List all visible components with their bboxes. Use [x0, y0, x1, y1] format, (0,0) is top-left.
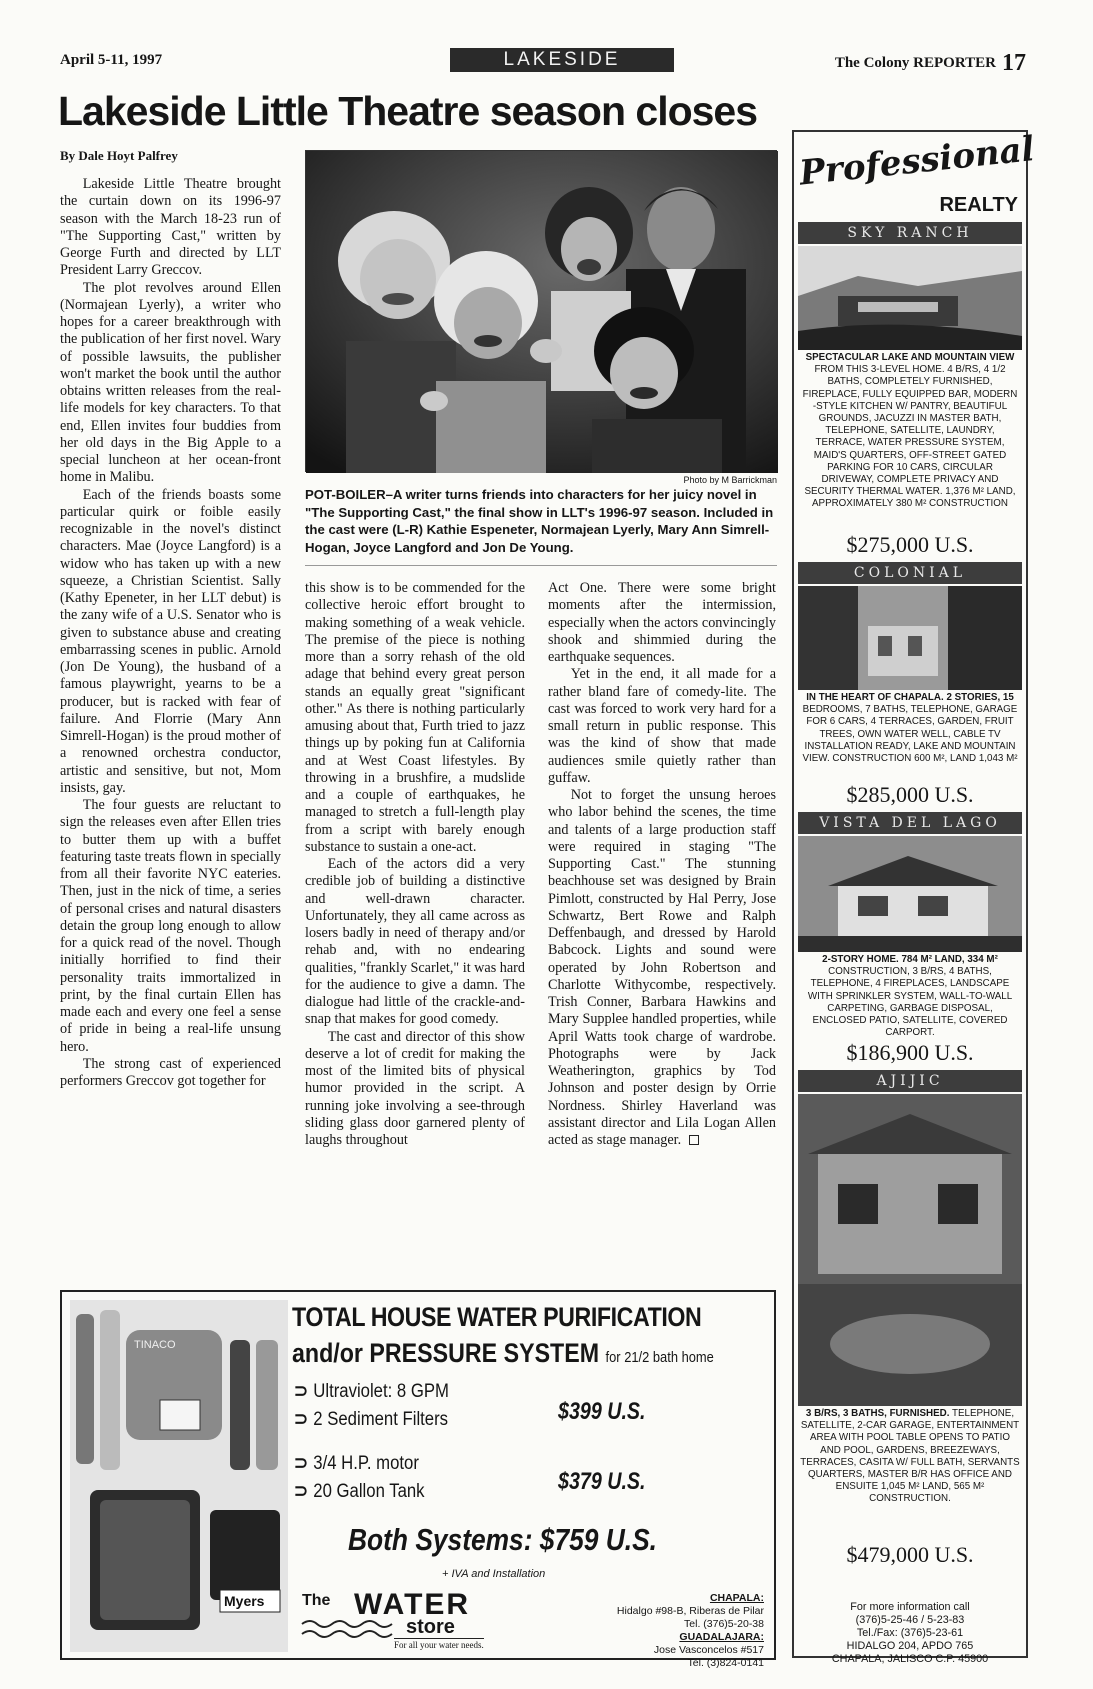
ad-price-uv: $399 U.S.: [558, 1398, 646, 1425]
listing-photo: [798, 246, 1022, 350]
ad-feature: [294, 1380, 449, 1403]
listing-lead: 3 B/RS, 3 BATHS, FURNISHED.: [805, 1408, 950, 1419]
listing-details: CONSTRUCTION, 3 B/RS, 4 BATHS, TELEPHONE, 4 FIREPLACES, LANDSCAPE WITH SPRINKLER SYSTEM, WALL-TO-WALL CARPETING, GARBAGE DISPOSAL, ENCLOSED PATIO, SATELLITE, COVERED CARPORT.: [807, 966, 1013, 1039]
article-headline: Lakeside Little Theatre season closes: [58, 88, 758, 134]
water-store-advertisement: [60, 1290, 776, 1669]
ad-feature: [294, 1408, 448, 1431]
paragraph: Act One. There were some bright moments after the intermission, especially when the actors convincingly shook and shimmied during the earthquake sequences.: [548, 580, 776, 665]
article-byline: By Dale Hoyt Palfrey: [60, 148, 178, 163]
contact-phone: (376)5-25-46 / 5-23-83: [855, 1614, 965, 1626]
paragraph: The four guests are reluctant to sign the releases even after Ellen tries to butter them up with a buffet featuring taste treats flown in specially from all their favorite NYC eateries. Then, just in the nick of time, a series of personal crises and natural disasters detain the group long enough to allow for a quick read of the novel. Though initially horrified to find their personality traits immortalized in print, by the final curtain Ellen has made each and every one feel a sense of pride in being a real-life unsung hero.: [60, 797, 281, 1055]
listing-price: $186,900 U.S.: [846, 1040, 974, 1065]
section-banner: LAKESIDE: [450, 48, 674, 72]
ad-tax-note: + IVA and Installation: [442, 1568, 546, 1580]
listing-details: TELEPHONE, SATELLITE, 2-CAR GARAGE, ENTERTAINMENT AREA WITH POOL TABLE OPENS TO PATIO AND POOL, GARDENS, BREEZEWAYS, TERRACES, CASITA W/ FULL BATH, SERVANTS QUARTERS, MASTER B/R HAS OFFICE AND ENSUITE 1,045 M² LAND, 565 M² CONSTRUCTION.: [800, 1408, 1020, 1505]
contact-city: CHAPALA, JALISCO C.P. 45900: [831, 1653, 989, 1665]
paragraph: The plot revolves around Ellen (Normajean Lyerly), a writer who hopes for a career breakthrough with the publication of her first novel. Wary of possible lawsuits, the publisher won't market the book until the author obtains written releases from the real-life models for key characters. To that end, Ellen invites four buddies from her old days in the Big Apple to a special luncheon at her ocean-front home in Malibu.: [60, 279, 281, 486]
listing-description: [800, 954, 1020, 1039]
address-street: Hidalgo #98-B, Riberas de Pilar: [616, 1605, 764, 1617]
ad-feature: [294, 1452, 419, 1475]
listing-lead: IN THE HEART OF CHAPALA. 2 STORIES, 15: [806, 692, 1014, 703]
arrow-icon: ⊃: [294, 1481, 309, 1502]
store-addresses: [617, 1592, 764, 1670]
listing-description: [800, 1408, 1020, 1506]
issue-date: April 5-11, 1997: [60, 52, 163, 68]
logo-water: WATER: [354, 1588, 471, 1621]
listing-lead: 2-STORY HOME. 784 M² LAND, 334 M²: [822, 954, 998, 965]
listing-name: AJIJIC: [798, 1070, 1022, 1092]
listing-photo: [798, 586, 1022, 690]
water-store-logo: [302, 1588, 512, 1654]
caption-divider: [305, 565, 777, 566]
logo-the: The: [302, 1592, 331, 1609]
ad-combo-price: Both Systems: $759 U.S.: [348, 1522, 658, 1557]
address-city: CHAPALA:: [709, 1592, 764, 1604]
paragraph: The strong cast of experienced performers Greccov got together for: [60, 1055, 281, 1089]
listing-photo: [798, 1094, 1022, 1406]
listing-details: FROM THIS 3-LEVEL HOME. 4 B/RS, 4 1/2 BATHS, COMPLETELY FURNISHED, FIREPLACE, FULLY EQUIPPED BAR, MODERN -STYLE KITCHEN W/ PANTRY, BEAUTIFUL GROUNDS, JACUZZI IN MASTER BATH, TELEPHONE, SATELLITE, LAUNDRY, TERRACE, WATER PRESSURE SYSTEM, MAID'S QUARTERS, OFF-STREET GATED PARKING FOR 10 CARS, CIRCULAR DRIVEWAY, COMPLETE PRIVACY AND SECURITY THERMAL WATER. 1,376 M² LAND, APPROXIMATELY 380 M² CONSTRUCTION: [802, 364, 1018, 510]
water-equipment-photo: [70, 1300, 288, 1652]
ad-headline: TOTAL HOUSE WATER PURIFICATION: [292, 1302, 702, 1332]
ad-feature-text: 20 Gallon Tank: [313, 1481, 425, 1502]
logo-store: store: [406, 1616, 455, 1638]
paragraph: Each of the actors did a very credible job of building a distinctive and well-drawn character. Unfortunately, they all came across as losers badly in need of therapy and/or rehab and, with no endearing qualities, "frankly Scarlet," it was hard for the audience to give a damn. The dialogue had little of the crackle-and-snap that makes for good comedy.: [305, 856, 525, 1028]
paragraph: The cast and director of this show deserve a lot of credit for making the most of the limited bits of physical humor provided in the script. A running joke involving a see-through sliding glass door garnered plenty of laughs throughout: [305, 1028, 525, 1148]
paragraph: Each of the friends boasts some particular quirk or foible easily recognizable in the novel's distinct characters. Mae (Joyce Langford) is a widow who has taken up with a new squeeze, a Christian Scientist. Sally (Kathy Epeneter, in her LLT debut) is the zany wife of a U.S. Senator who is given to substance abuse and creating embarrassing scenes in public. Arnold (Jon De Young), the husband of a famous playwright, yearns to be a producer, but is racked with fear of failure. And Florrie (Mary Ann Simrell-Hogan) is the proud mother of a renowned orchestra conductor, artistic and sensitive, but not, Mom insists, gay.: [60, 486, 281, 796]
cast-photo-image: [306, 151, 778, 473]
realty-contact: [798, 1601, 1022, 1666]
article-column-2: [305, 580, 525, 1270]
ad-subheadline-note: for 21/2 bath home: [605, 1349, 714, 1366]
arrow-icon: ⊃: [294, 1453, 309, 1474]
listing-description: [800, 352, 1020, 511]
listing-description: [800, 692, 1020, 765]
ad-feature: [294, 1480, 425, 1503]
ad-feature-text: 3/4 H.P. motor: [313, 1453, 419, 1474]
end-mark-icon: [689, 1135, 699, 1145]
listing-name: SKY RANCH: [798, 222, 1022, 244]
page-number: 17: [1002, 50, 1026, 76]
listing-photo: [798, 836, 1022, 952]
listing-price: $479,000 U.S.: [846, 1542, 974, 1567]
photo-caption: POT-BOILER–A writer turns friends into characters for her juicy novel in "The Supporting Cast," the final show in LLT's 1996-97 season. Included in the cast were (L-R) Kathie Espeneter, Normajean Lyerly, Mary Ann Simrell-Hogan, Joyce Langford and Jon De Young.: [305, 487, 774, 555]
paragraph: this show is to be commended for the collective heroic effort brought to making something of a weak vehicle. The premise of the piece is nothing more than a sorry rehash of the old adage that behind every great person stands an equally great "significant other." As there is nothing particularly amusing about that, Furth tried to jazz things up by poking fun at California and at West Coast lifestyles. By throwing in a brushfire, a mudslide and a couple of earthquakes, he managed to stretch a full-length play from a script with barely enough substance to sustain a one-act.: [305, 580, 525, 855]
article-column-1: [60, 176, 281, 1271]
listing-details: BEDROOMS, 7 BATHS, TELEPHONE, GARAGE FOR 6 CARS, 4 TERRACES, GARDEN, FRUIT TREES, OWN WATER WELL, CABLE TV INSTALLATION READY, LAKE AND MOUNTAIN VIEW. CONSTRUCTION 600 M², LAND 1,043 M²: [802, 704, 1018, 765]
paragraph-text: Not to forget the unsung heroes who labor behind the scenes, the time and talents of a large production staff were required in staging "The Supporting Cast." The stunning beachhouse set was designed by Brain Pimlott, constructed by Hal Perry, Jose Schwartz, Bert Rowe and Ralph Deffenbaugh, and dressed by Harold Babcock. Lights and sound were operated by John Robertson and Charlotte Withycombe, respectively. Trish Conner, Barbara Hawkins and Mary Supplee handled properties, while April Watts took charge of wardrobe. Photographs were by Jack Weatherington, graphics by Tod Johnson and poster design by Orrie Nordness. Shirley Haverland was assistant director and Lila Logan Allen acted as stage manager.: [548, 787, 776, 1148]
paragraph: Yet in the end, it all made for a rather bland fare of comedy-lite. The cast was forced to work very hard for a small return in public response. This was the kind of show that made audiences smile quietly rather than guffaw.: [548, 666, 776, 786]
contact-line: For more information call: [850, 1601, 970, 1613]
article-column-3: [548, 580, 776, 1270]
paragraph: [548, 787, 776, 1149]
realty-subtitle: REALTY: [939, 194, 1018, 216]
address-city: GUADALAJARA:: [679, 1631, 764, 1643]
ad-price-pressure: $379 U.S.: [558, 1468, 646, 1495]
address-phone: Tel. (376)5-20-38: [684, 1618, 764, 1630]
ad-feature-text: Ultraviolet: 8 GPM: [313, 1381, 449, 1402]
ad-feature-text: 2 Sediment Filters: [313, 1409, 449, 1430]
listing-lead: SPECTACULAR LAKE AND MOUNTAIN VIEW: [805, 352, 1015, 363]
logo-tagline: For all your water needs.: [394, 1640, 484, 1650]
ad-subheadline-main: and/or PRESSURE SYSTEM: [292, 1338, 600, 1368]
photo-credit: Photo by M Barrickman: [683, 475, 777, 485]
listing-price: $285,000 U.S.: [846, 782, 974, 807]
paragraph: Lakeside Little Theatre brought the curtain down on its 1996-97 season with the March 18-23 run of "The Supporting Cast," written by George Furth and directed by LLT President Larry Greccov.: [60, 176, 281, 279]
contact-fax: Tel./Fax: (376)5-23-61: [856, 1627, 964, 1639]
paper-title: The Colony REPORTER: [834, 55, 996, 71]
address-street: Jose Vasconcelos #517: [653, 1644, 764, 1656]
listing-price: $275,000 U.S.: [846, 532, 974, 557]
newspaper-name: [835, 50, 1026, 77]
myers-label: Myers: [224, 1593, 265, 1609]
arrow-icon: ⊃: [294, 1409, 309, 1430]
tinaco-label: TINACO: [134, 1339, 176, 1351]
page-header: [60, 48, 1026, 74]
listing-name: VISTA DEL LAGO: [798, 812, 1022, 834]
listing-name: COLONIAL: [798, 562, 1022, 584]
realty-advertisement: [792, 129, 1037, 1665]
address-phone: Tel. (3)824-0141: [687, 1657, 764, 1669]
arrow-icon: ⊃: [294, 1381, 309, 1402]
cast-photo: [305, 150, 777, 472]
ad-subheadline: [292, 1338, 714, 1369]
waves-icon: [302, 1618, 392, 1640]
realty-logo: Professional: [797, 129, 1037, 194]
contact-address: HIDALGO 204, APDO 765: [846, 1640, 974, 1652]
